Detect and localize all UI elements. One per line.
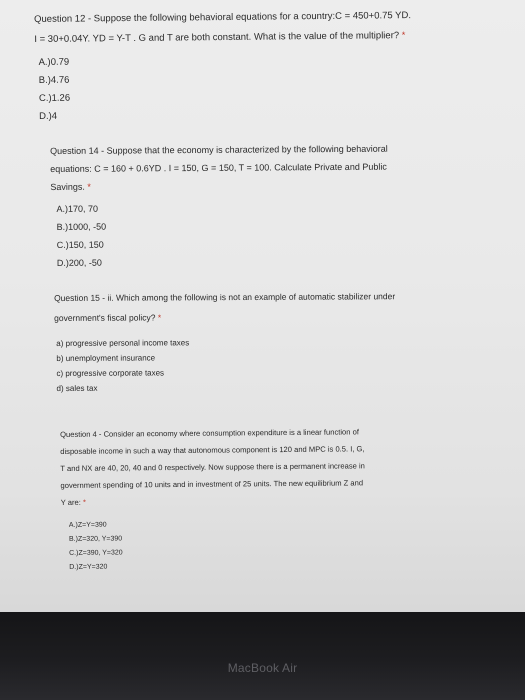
laptop-bezel xyxy=(0,612,525,700)
option-c[interactable]: c) progressive corporate taxes xyxy=(56,368,165,378)
question-15 xyxy=(54,286,475,396)
question-14-options xyxy=(56,197,470,272)
question-4-stem-line-2: disposable income in such a way that autonomous component is 120 and MPC is 0.5. I, G, xyxy=(60,444,365,456)
question-12-stem xyxy=(34,5,494,50)
option-a[interactable]: A.)170, 70 xyxy=(56,203,99,214)
question-12 xyxy=(34,5,495,126)
option-b[interactable]: b) unemployment insurance xyxy=(56,353,156,363)
required-asterisk: * xyxy=(157,312,162,323)
question-14-stem xyxy=(50,139,470,196)
question-4-stem-line-3: T and NX are 40, 20, 40 and 0 respectively. Now suppose there is a permanent increase in xyxy=(60,461,365,473)
question-12-stem-line-1: Question 12 - Suppose the following behavioral equations for a country:C = 450+0.75 YD. xyxy=(34,10,412,25)
option-b[interactable]: B.)1000, -50 xyxy=(56,221,107,232)
question-4-options xyxy=(69,516,461,575)
option-d[interactable]: D.)200, -50 xyxy=(56,257,102,268)
option-c[interactable]: C.)1.26 xyxy=(38,92,71,104)
question-14-stem-line-1: Question 14 - Suppose that the economy is characterized by the following behavioral xyxy=(50,143,388,156)
option-a[interactable]: A.)0.79 xyxy=(38,56,70,68)
option-b[interactable]: B.)4.76 xyxy=(38,74,70,86)
question-12-options xyxy=(38,49,495,126)
question-15-options xyxy=(56,334,474,396)
question-15-stem-line-1: Question 15 - ii. Which among the following is not an example of automatic stabilizer under xyxy=(54,291,396,303)
required-asterisk: * xyxy=(401,30,406,42)
question-14-stem-line-2: equations: C = 160 + 0.6YD . I = 150, G = 150, T = 100. Calculate Private and Public xyxy=(50,161,387,174)
question-15-stem xyxy=(54,286,474,328)
question-14 xyxy=(50,139,471,272)
option-a[interactable]: A.)Z=Y=390 xyxy=(68,521,107,529)
required-asterisk: * xyxy=(87,181,91,192)
option-d[interactable]: d) sales tax xyxy=(56,383,98,393)
question-14-stem-line-3: Savings. * xyxy=(50,181,91,192)
option-c[interactable]: C.)150, 150 xyxy=(56,239,104,250)
question-4-stem xyxy=(60,423,461,511)
laptop-brand-label: MacBook Air xyxy=(227,661,298,675)
question-15-stem-line-2: government's fiscal policy? * xyxy=(54,312,162,323)
option-d[interactable]: D.)Z=Y=320 xyxy=(69,563,108,571)
question-4 xyxy=(60,423,461,575)
question-4-stem-line-1: Question 4 - Consider an economy where consumption expenditure is a linear function of xyxy=(60,427,359,439)
option-a[interactable]: a) progressive personal income taxes xyxy=(56,338,190,348)
option-c[interactable]: C.)Z=390, Y=320 xyxy=(69,549,123,557)
question-12-stem-line-2: I = 30+0.04Y. YD = Y-T . G and T are both constant. What is the value of the multiplier? * xyxy=(34,30,406,45)
question-4-stem-line-5: Y are: * xyxy=(60,497,86,507)
question-4-stem-line-4: government spending of 10 units and in investment of 25 units. The new equilibrium Z and xyxy=(60,478,364,490)
option-b[interactable]: B.)Z=320, Y=390 xyxy=(68,535,123,543)
option-d[interactable]: D.)4 xyxy=(39,110,58,122)
required-asterisk: * xyxy=(82,497,86,507)
